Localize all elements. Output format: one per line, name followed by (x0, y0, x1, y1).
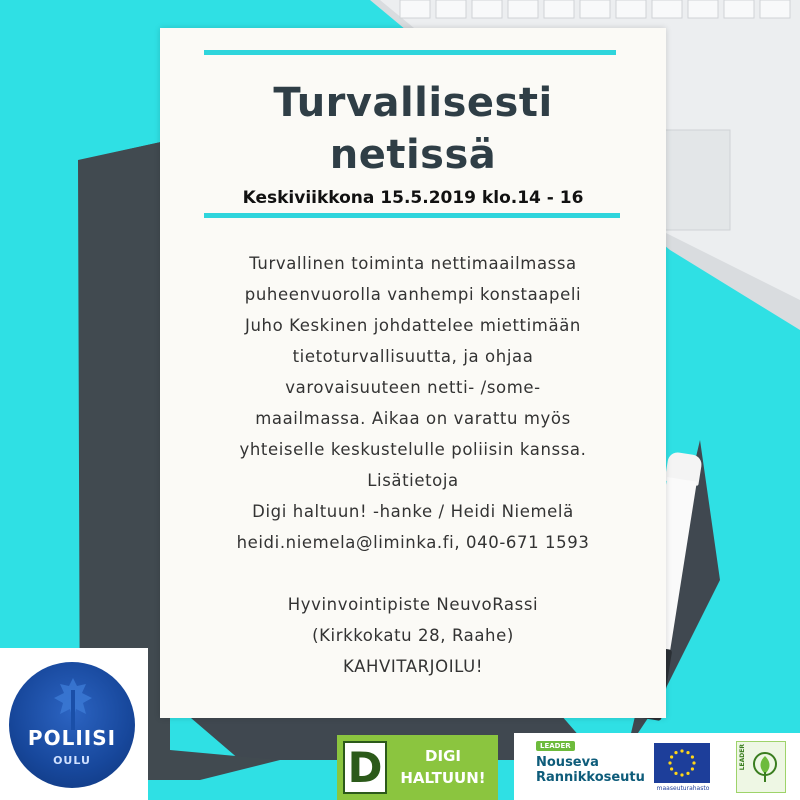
nouseva-line-2: Rannikkoseutu (536, 770, 645, 785)
leader-vertical-label: LEADER (739, 744, 746, 771)
contact-line[interactable]: heidi.niemela@liminka.fi, 040-671 1593 (236, 533, 590, 552)
poliisi-oulu-logo (0, 648, 148, 800)
body-line: maailmassa. Aikaa on varattu myös (255, 409, 571, 428)
leader-tree-icon (736, 741, 786, 793)
digi-line-2: HALTUUN! (400, 769, 486, 787)
body-line: varovaisuuteen netti- /some- (285, 378, 541, 397)
top-accent-rule (204, 50, 616, 55)
body-line: Juho Keskinen johdattelee miettimään (245, 316, 581, 335)
body-line: Lisätietoja (367, 471, 459, 490)
eu-caption: maaseuturahasto (656, 785, 710, 792)
leader-tag: LEADER (536, 741, 575, 751)
venue-line: (Kirkkokatu 28, Raahe) (312, 626, 514, 645)
partner-logos (514, 733, 800, 800)
flyer-sheet (160, 28, 666, 718)
digi-d-box (343, 741, 387, 794)
eu-flag-icon (654, 743, 710, 783)
title-line-1: Turvallisesti (273, 80, 553, 126)
nouseva-line-1: Nouseva (536, 755, 599, 770)
leader-tree-graphic (749, 750, 781, 786)
digi-haltuun-logo (337, 735, 498, 800)
body-line: tietoturvallisuutta, ja ohjaa (292, 347, 534, 366)
flyer-body (190, 248, 636, 682)
poliisi-name: POLIISI (27, 726, 117, 750)
body-line: Digi haltuun! -hanke / Heidi Niemelä (252, 502, 574, 521)
event-date: Keskiviikkona 15.5.2019 klo.14 - 16 (242, 188, 584, 208)
body-line: Turvallinen toiminta nettimaailmassa (249, 254, 577, 273)
nouseva-rannikkoseutu-logo (536, 755, 645, 785)
spacer (190, 558, 636, 589)
mid-accent-rule (204, 213, 620, 218)
venue-line: KAHVITARJOILU! (342, 657, 484, 676)
title-line-2: netissä (329, 132, 497, 178)
digi-line-1: DIGI (425, 747, 461, 765)
poliisi-city: OULU (53, 754, 91, 767)
body-line: puheenvuorolla vanhempi konstaapeli (244, 285, 582, 304)
venue-line: Hyvinvointipiste NeuvoRassi (287, 595, 539, 614)
digi-d-letter: D (347, 743, 383, 792)
body-line: yhteiselle keskustelulle poliisin kanssa. (239, 440, 587, 459)
poliisi-badge (9, 662, 135, 788)
